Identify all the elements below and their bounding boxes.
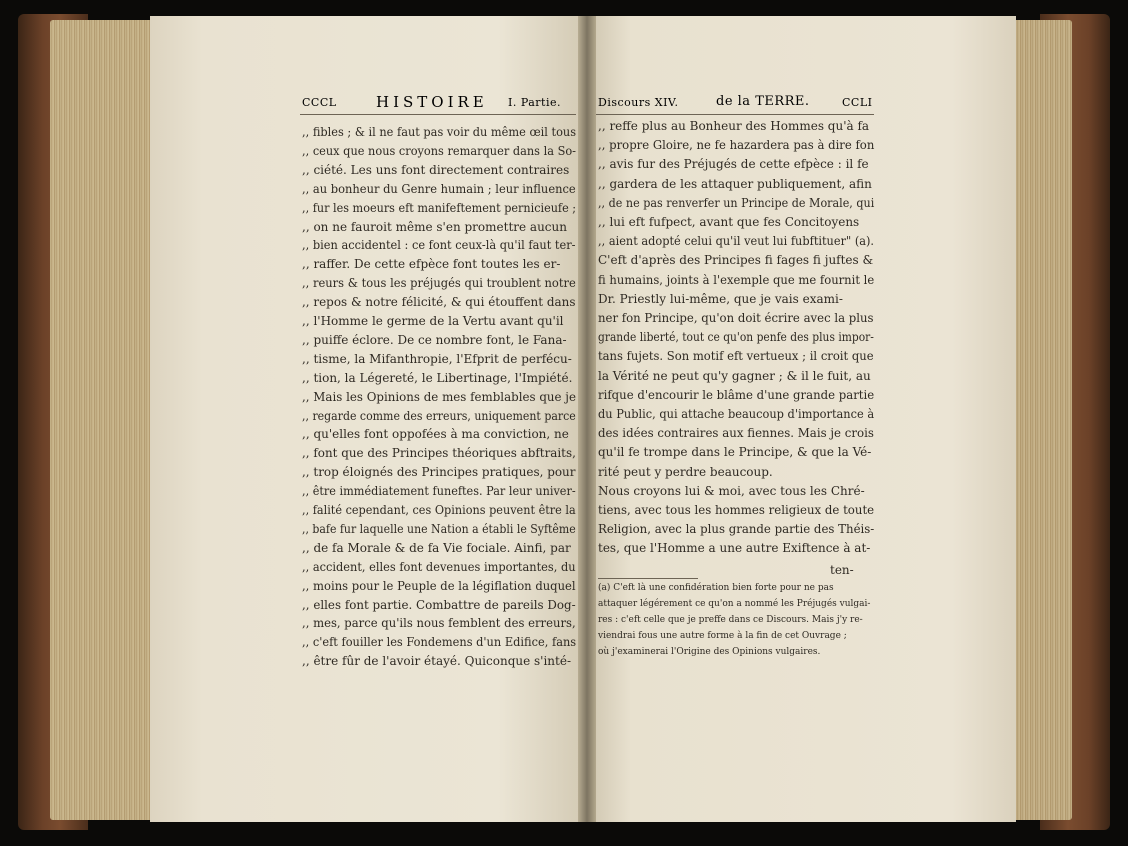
text-line: fi humains, joints à l'exemple que me fournit le [598, 272, 875, 287]
footnote-line: attaquer légérement ce qu'on a nommé les Préjugés vulgai- [598, 599, 871, 609]
right-running-title: de la TERRE. [716, 94, 810, 109]
text-line: ner fon Principe, qu'on doit écrire avec la plus [598, 311, 874, 325]
text-line: ,, ciété. Les uns font directement contraires [302, 162, 570, 177]
text-line: des idées contraires aux fiennes. Mais je crois [598, 426, 874, 441]
text-line: tiens, avec tous les hommes religieux de toute [598, 503, 875, 517]
left-running-title: HISTOIRE [376, 93, 488, 111]
book-gutter [578, 16, 596, 822]
text-line: ,, mes, parce qu'ils nous femblent des erreurs, [302, 616, 576, 631]
text-line: grande liberté, tout ce qu'on penfe des plus impor- [598, 330, 874, 345]
footnote-line: où j'examinerai l'Origine des Opinions vulgaires. [598, 647, 821, 657]
text-line: ,, regarde comme des erreurs, uniquement parce [302, 408, 576, 423]
right-header-rule [596, 114, 874, 115]
right-page-number: CCLI [842, 96, 873, 109]
text-line: ,, font que des Principes théoriques abftraits, [302, 446, 576, 461]
text-line: ,, lui eft fufpect, avant que fes Concitoyens [598, 215, 860, 229]
text-line: ,, accident, elles font devenues importantes, du [302, 559, 576, 574]
text-line: ,, fibles ; & il ne faut pas voir du même œil tous [302, 125, 577, 139]
text-line: ,, repos & notre félicité, & qui étouffent dans [302, 295, 576, 310]
text-line: ,, aient adopté celui qu'il veut lui fubftituer" (a). [598, 234, 875, 249]
text-line: ,, elles font partie. Combattre de pareils Dog- [302, 597, 576, 612]
text-line: ,, qu'elles font oppofées à ma conviction, ne [302, 427, 569, 442]
left-header-rule [300, 114, 576, 115]
catchword: ten- [830, 563, 854, 577]
text-line: tes, que l'Homme a une autre Exiftence à at- [598, 541, 871, 556]
footnote-line: (a) C'eft là une confidération bien forte pour ne pas [598, 583, 834, 593]
text-line: ,, reffe plus au Bonheur des Hommes qu'à fa [598, 119, 870, 133]
text-line: ,, être immédiatement funeftes. Par leur univer- [302, 484, 576, 499]
text-line: ,, être fûr de l'avoir étayé. Quiconque s'inté- [302, 654, 572, 669]
text-line: ,, trop éloignés des Principes pratiques, pour [302, 465, 576, 480]
text-line: ,, reurs & tous les préjugés qui troublent notre [302, 276, 576, 291]
text-line: tans fujets. Son motif eft vertueux ; il croit que [598, 349, 874, 364]
footnote-line: res : c'eft celle que je preffe dans ce Discours. Mais j'y re- [598, 615, 863, 625]
text-line: qu'il fe trompe dans le Principe, & que la Vé- [598, 445, 872, 460]
text-line: ,, l'Homme le germe de la Vertu avant qu'il [302, 314, 564, 328]
text-line: Dr. Priestly lui-même, que je vais exami- [598, 291, 843, 306]
text-line: ,, au bonheur du Genre humain ; leur influence [302, 181, 576, 196]
left-part-label: I. Partie. [508, 96, 562, 109]
text-line: Religion, avec la plus grande partie des Théis- [598, 522, 875, 537]
text-line: ,, tion, la Légereté, le Libertinage, l'Impiété. [302, 370, 573, 385]
text-line: rité peut y perdre beaucoup. [598, 464, 773, 479]
text-line: ,, c'eft fouiller les Fondemens d'un Edifice, fans [302, 635, 577, 650]
text-line: ,, Mais les Opinions de mes femblables que je [302, 389, 576, 404]
text-line: Nous croyons lui & moi, avec tous les Chré- [598, 483, 865, 498]
text-line: ,, de fa Morale & de fa Vie fociale. Ainfi, par [302, 540, 571, 555]
text-line: ,, falité cependant, ces Opinions peuvent être la [302, 503, 576, 517]
text-line: ,, de ne pas renverfer un Principe de Morale, qui [598, 195, 875, 210]
text-line: ,, bafe fur laquelle une Nation a établi le Syftême [302, 521, 576, 536]
text-line: ,, puiffe éclore. De ce nombre font, le Fana- [302, 332, 567, 347]
text-line: ,, ceux que nous croyons remarquer dans la So- [302, 143, 577, 158]
left-page-number: CCCL [302, 96, 337, 109]
text-line: ,, gardera de les attaquer publiquement, afin [598, 176, 872, 191]
text-line: ,, tisme, la Mifanthropie, l'Efprit de perfécu- [302, 351, 572, 366]
text-line: ,, raffer. De cette efpèce font toutes les er- [302, 257, 561, 272]
text-line: ,, moins pour le Peuple de la légiflation duquel [302, 578, 576, 593]
text-line: ,, bien accidentel : ce font ceux-là qu'il faut ter- [302, 238, 576, 253]
text-line: rifque d'encourir le blâme d'une grande partie [598, 387, 875, 402]
text-line: la Vérité ne peut qu'y gagner ; & il le fuit, au [598, 368, 871, 383]
text-line: ,, on ne fauroit même s'en promettre aucun [302, 219, 567, 234]
text-line: ,, avis fur des Préjugés de cette efpèce : il fe [598, 157, 869, 172]
text-line: ,, propre Gloire, ne fe hazardera pas à dire fon [598, 138, 875, 153]
text-line: C'eft d'après des Principes fi fages fi juftes & [598, 253, 874, 268]
right-discourse-label: Discours XIV. [598, 96, 679, 109]
footnote-rule [598, 578, 698, 579]
footnote-line: viendrai fous une autre forme à la fin de cet Ouvrage ; [598, 631, 847, 641]
text-line: du Public, qui attache beaucoup d'importance à [598, 407, 875, 421]
text-line: ,, fur les moeurs eft manifeftement pernicieufe ; [302, 200, 577, 215]
